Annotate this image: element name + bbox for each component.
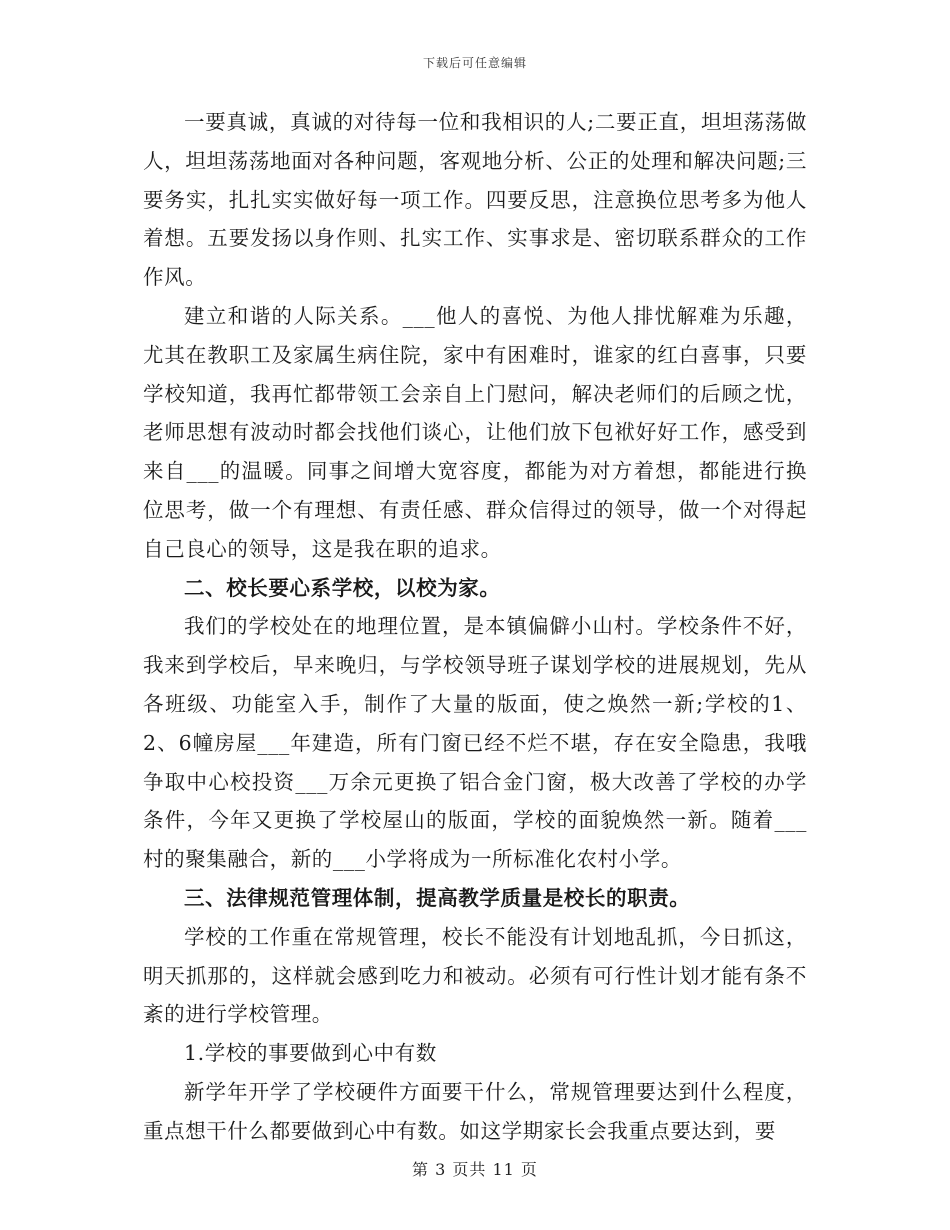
- section-heading: 二、校长要心系学校，以校为家。: [184, 575, 501, 600]
- paragraph: 建立和谐的人际关系。___他人的喜悦、为他人排忧解难为乐趣，尤其在教职工及家属生病住院，家中有困难时，谁家的红白喜事，只要学校知道，我再忙都带领工会亲自上门慰问，解决老师们的后顾之忧，老师思想有波动时都会找他们谈心，让他们放下包袱好好工作，感受到来自___的温暖。同事之间增大宽容度，都能为对方着想，都能进行换位思考，做一个有理想、有责任感、群众信得过的领导，做一个对得起自己良心的领导，这是我在职的追求。: [143, 303, 807, 561]
- subsection-heading: 1.学校的事要做到心中有数: [184, 1041, 437, 1066]
- page-footer: 第 3 页共 11 页: [412, 1160, 538, 1179]
- page-header: 下载后可任意编辑: [422, 56, 527, 70]
- document-body: [143, 103, 807, 1151]
- paragraph: 我们的学校处在的地理位置，是本镇偏僻小山村。学校条件不好，我来到学校后，早来晚归，与学校领导班子谋划学校的进展规划，先从各班级、功能室入手，制作了大量的版面，使之焕然一新;学校的1、2、6幢房屋___年建造，所有门窗已经不烂不堪，存在安全隐患，我哦争取中心校投资___万余元更换了铝合金门窗，极大改善了学校的办学条件，今年又更换了学校屋山的版面，学校的面貌焕然一新。随着___村的聚集融合，新的___小学将成为一所标准化农村小学。: [143, 614, 807, 872]
- section-heading: 三、法律规范管理体制，提高教学质量是校长的职责。: [184, 885, 691, 910]
- paragraph: 学校的工作重在常规管理，校长不能没有计划地乱抓，今日抓这，明天抓那的，这样就会感到吃力和被动。必须有可行性计划才能有条不紊的进行学校管理。: [143, 924, 807, 1027]
- paragraph: 新学年开学了学校硬件方面要干什么，常规管理要达到什么程度，重点想干什么都要做到心中有数。如这学期家长会我重点要达到，要: [143, 1079, 807, 1143]
- paragraph: 一要真诚，真诚的对待每一位和我相识的人;二要正直，坦坦荡荡做人，坦坦荡荡地面对各种问题，客观地分析、公正的处理和解决问题;三要务实，扎扎实实做好每一项工作。四要反思，注意换位思考多为他人着想。五要发扬以身作则、扎实工作、实事求是、密切联系群众的工作作风。: [143, 110, 807, 290]
